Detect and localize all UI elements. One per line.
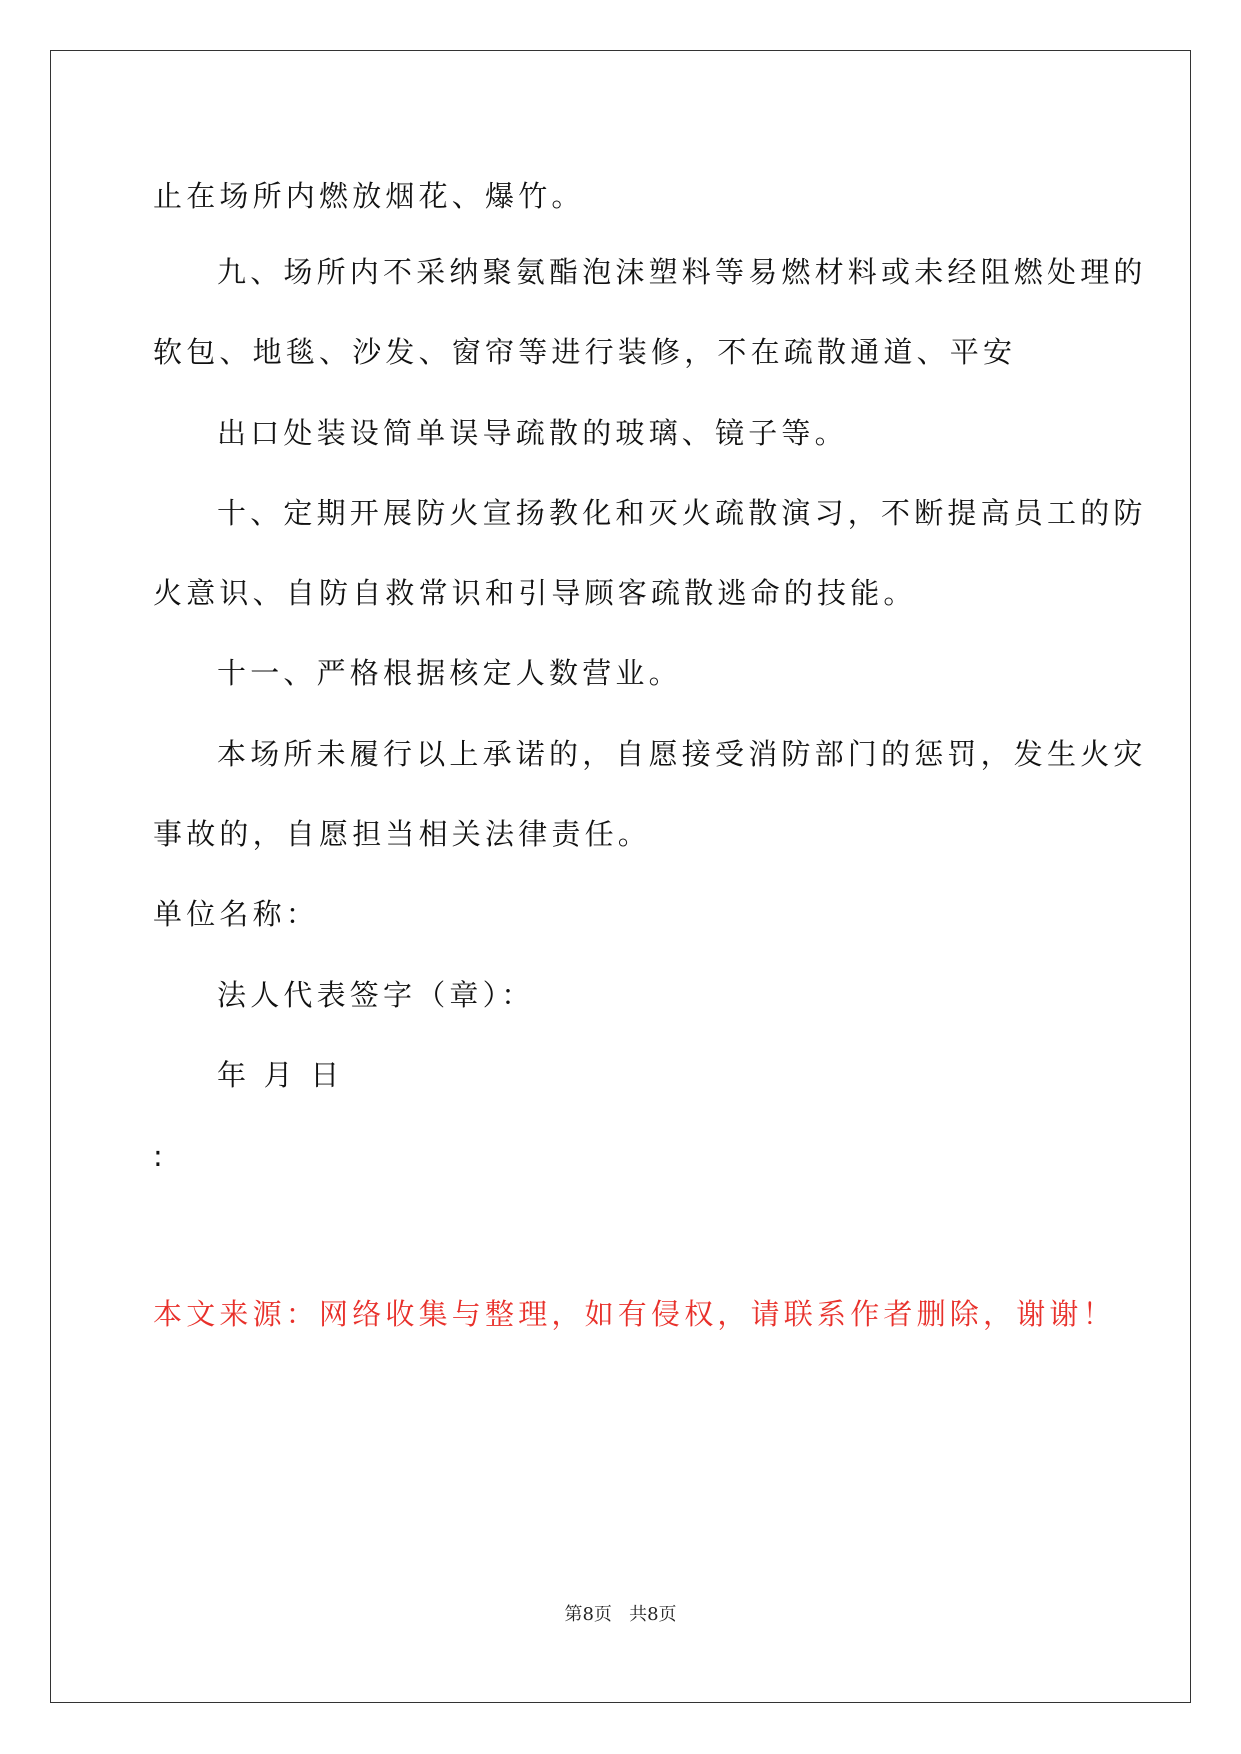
paragraph-line: 事故的，自愿担当相关法律责任。 [153,817,652,851]
legal-representative-signature-label: 法人代表签字（章）： [217,978,535,1012]
paragraph-line: 出口处装设简单误导疏散的玻璃、镜子等。 [217,416,848,450]
source-notice: 本文来源：网络收集与整理，如有侵权，请联系作者删除，谢谢！ [153,1297,1116,1331]
paragraph-line: 本场所未履行以上承诺的，自愿接受消防部门的惩罚，发生火灾 [217,737,1147,771]
page-footer: 第8页 共8页 [564,1604,677,1625]
colon-mark: : [153,1139,167,1173]
paragraph-line: 火意识、自防自救常识和引导顾客疏散逃命的技能。 [153,576,917,610]
unit-name-label: 单位名称： [153,897,320,931]
paragraph-line: 止在场所内燃放烟花、爆竹。 [153,179,585,213]
paragraph-line: 软包、地毯、沙发、窗帘等进行装修，不在疏散通道、平安 [153,335,1017,369]
page-border [50,50,1191,1703]
date-label: 年 月 日 [217,1058,344,1092]
paragraph-line: 九、场所内不采纳聚氨酯泡沫塑料等易燃材料或未经阻燃处理的 [217,255,1147,289]
paragraph-line: 十、定期开展防火宣扬教化和灭火疏散演习，不断提高员工的防 [217,496,1147,530]
paragraph-line: 十一、严格根据核定人数营业。 [217,656,682,690]
